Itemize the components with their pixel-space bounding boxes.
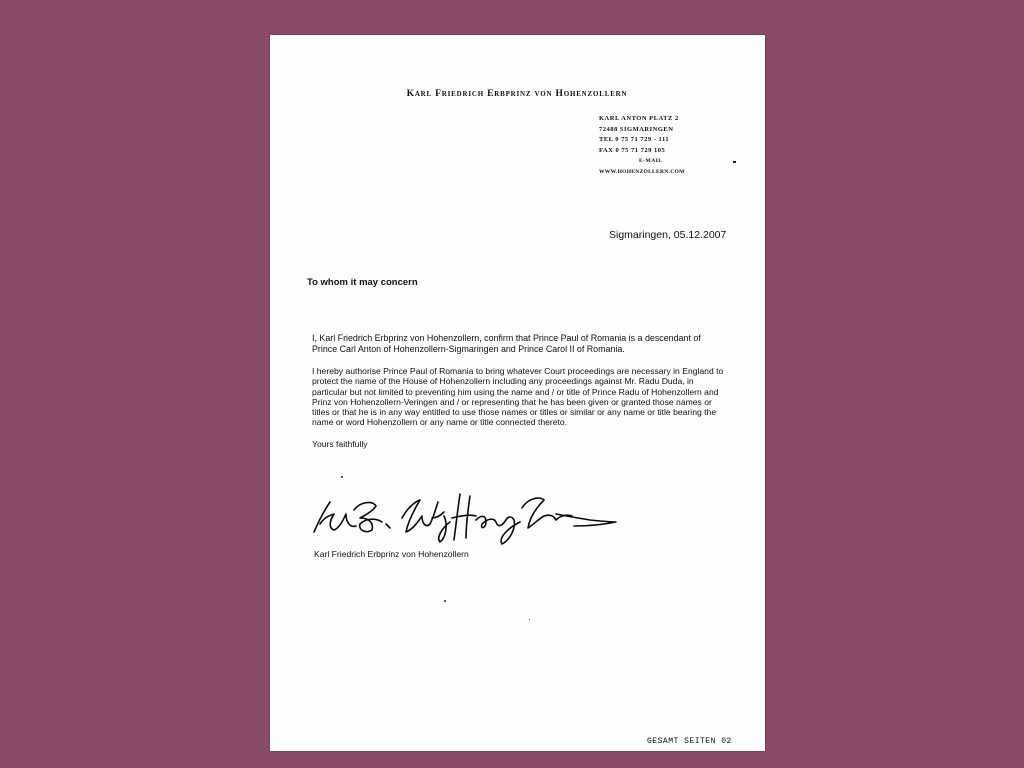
letter-page: [270, 35, 765, 751]
salutation: To whom it may concern: [307, 277, 418, 288]
website: WWW.HOHENZOLLERN.COM: [599, 168, 685, 175]
dateline: Sigmaringen, 05.12.2007: [609, 229, 727, 241]
letterhead-name: Karl Friedrich Erbprinz von Hohenzollern: [406, 89, 628, 99]
scan-mark: [733, 161, 736, 163]
email-label: E-MAIL: [639, 158, 663, 164]
scan-speck: [444, 600, 446, 602]
fax-line: FAX 0 75 71 729 105: [599, 146, 666, 154]
letter-body: [312, 333, 724, 460]
paragraph-confirmation: I, Karl Friedrich Erbprinz von Hohenzollern, confirm that Prince Paul of Romania is a descendant of Prince Carl Anton of Hohenzollern-Sigmaringen and Prince Carol II of Romania.: [312, 333, 701, 354]
paragraph-authorisation: I hereby authorise Prince Paul of Romania to bring whatever Court proceedings are necessary in England to protect the name of the House of Hohenzollern including any proceedings against Mr. Radu Duda, in particular but not limited to preventing him using the name and / or title of Prince Radu of Hohenzollern and Prinz von Hohenzollern-Veringen and / or representing that he has been given or granted those names or titles or that he is in any way entitled to use those names or titles or similar or any name or title bearing the name or word Hohenzollern or any name or title connected thereto.: [312, 366, 724, 428]
scan-speck: [529, 619, 530, 620]
phone-line: TEL 0 75 71 729 - 111: [599, 136, 670, 143]
address-line: 72488 SIGMARINGEN: [599, 125, 674, 133]
letterhead-address: [599, 114, 709, 177]
closing: Yours faithfully: [312, 438, 368, 449]
scan-speck: [341, 476, 343, 478]
address-line: KARL ANTON PLATZ 2: [599, 115, 679, 122]
handwritten-signature: [310, 488, 620, 548]
signatory-name: Karl Friedrich Erbprinz von Hohenzollern: [314, 549, 469, 559]
fax-page-count: GESAMT SEITEN 02: [647, 737, 732, 746]
